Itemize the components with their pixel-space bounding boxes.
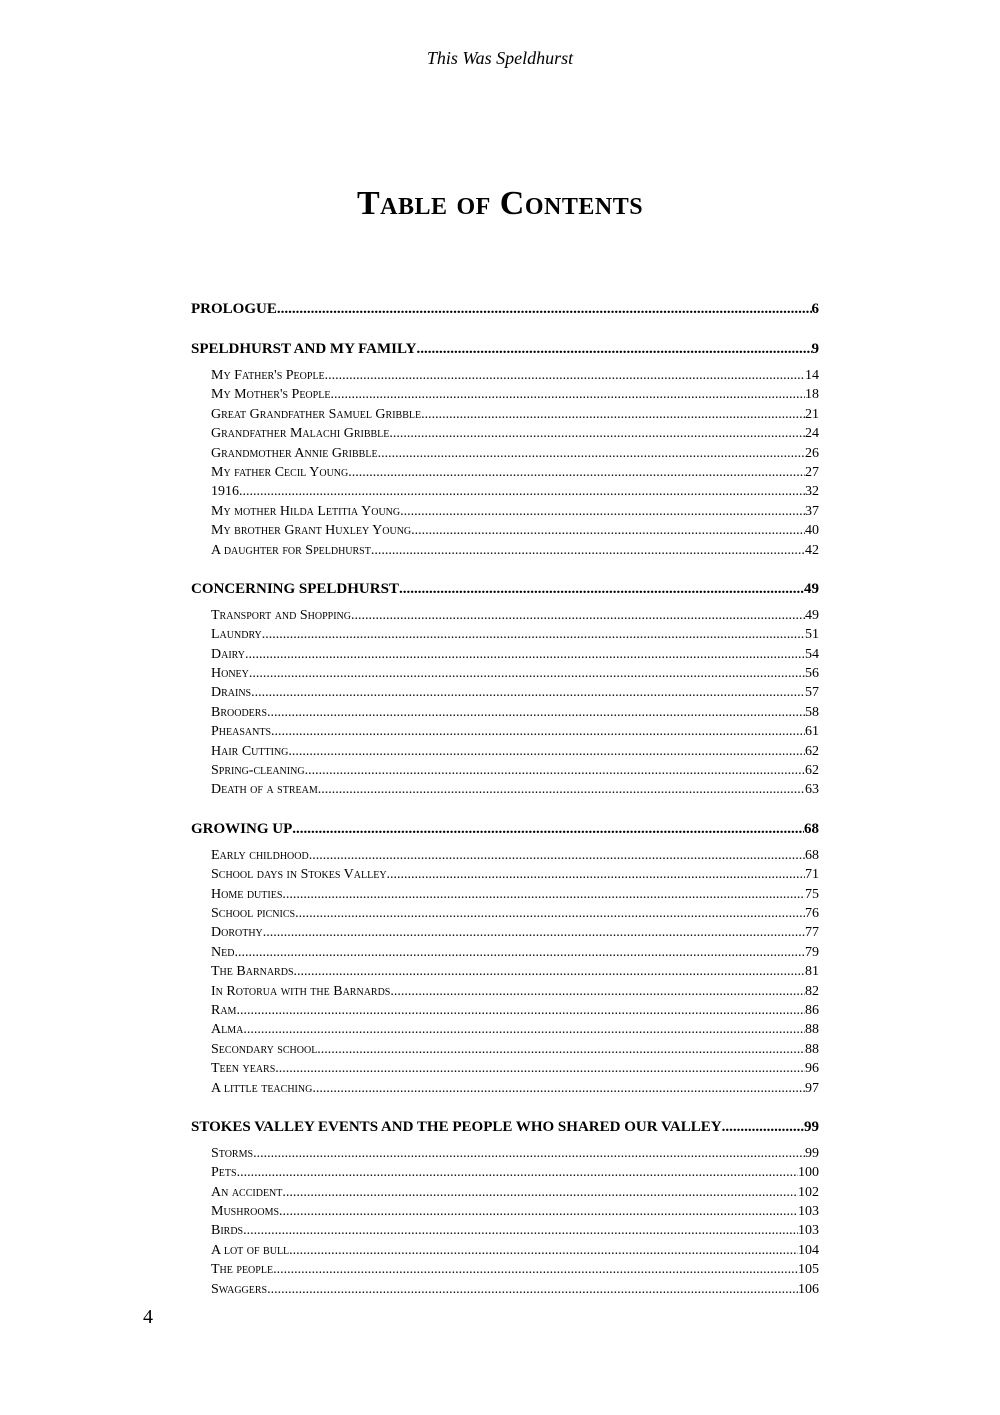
- dot-leader: [348, 463, 805, 482]
- toc-subsection-entry[interactable]: [191, 385, 819, 404]
- subsection-page-number: 49: [805, 607, 819, 623]
- toc-subsection-entry[interactable]: [191, 1079, 819, 1098]
- toc-subsection-entry[interactable]: [191, 943, 819, 962]
- subsection-title: My mother Hilda Letitia Young: [211, 503, 401, 519]
- subsection-title: Dorothy: [211, 925, 263, 941]
- toc-subsection-entry[interactable]: [191, 1020, 819, 1039]
- subsection-page-number: 26: [805, 445, 819, 461]
- subsection-page-number: 71: [805, 867, 819, 883]
- dot-leader: [389, 424, 805, 443]
- subsection-page-number: 77: [805, 925, 819, 941]
- toc-subsection-entry[interactable]: [191, 521, 819, 540]
- subsection-page-number: 79: [805, 944, 819, 960]
- subsection-title: Ned: [211, 944, 235, 960]
- subsection-page-number: 57: [805, 685, 819, 701]
- toc-subsection-entry[interactable]: [191, 1260, 819, 1279]
- toc-subsection-entry[interactable]: [191, 664, 819, 683]
- chapter-page-number: 6: [811, 301, 819, 317]
- subsection-title: My father Cecil Young: [211, 464, 349, 480]
- dot-leader: [277, 298, 812, 320]
- subsection-title: My Father's People: [211, 368, 325, 383]
- subsection-title: 1916: [211, 484, 239, 500]
- subsection-page-number: 58: [805, 704, 819, 720]
- subsection-page-number: 104: [798, 1242, 819, 1258]
- toc-section: [191, 578, 819, 800]
- toc-subsection-entry[interactable]: [191, 405, 819, 424]
- subsection-title: Spring-cleaning: [211, 763, 305, 779]
- toc-subsection-entry[interactable]: [191, 606, 819, 625]
- toc-subsection-entry[interactable]: [191, 541, 819, 560]
- dot-leader: [295, 904, 805, 923]
- toc-chapter-entry[interactable]: [191, 1116, 819, 1138]
- toc-section: [191, 818, 819, 1098]
- subsection-title: Alma: [211, 1022, 244, 1038]
- dot-leader: [421, 405, 805, 424]
- dot-leader: [294, 962, 805, 981]
- dot-leader: [292, 818, 804, 840]
- subsection-title: Birds: [211, 1223, 244, 1239]
- chapter-title: PROLOGUE: [191, 301, 277, 317]
- dot-leader: [262, 625, 805, 644]
- chapter-page-number: 99: [804, 1118, 819, 1135]
- dot-leader: [234, 943, 805, 962]
- subsection-title: Honey: [211, 666, 249, 682]
- subsection-page-number: 51: [805, 627, 819, 643]
- toc-subsection-entry[interactable]: [191, 645, 819, 664]
- toc-subsection-entry[interactable]: [191, 742, 819, 761]
- subsection-title: A daughter for Speldhurst: [211, 542, 371, 558]
- subsection-page-number: 27: [805, 464, 819, 480]
- subsection-page-number: 37: [805, 503, 819, 519]
- toc-subsection-entry[interactable]: [191, 683, 819, 702]
- dot-leader: [317, 1040, 805, 1059]
- dot-leader: [253, 1144, 805, 1163]
- dot-leader: [245, 645, 805, 664]
- dot-leader: [243, 1020, 805, 1039]
- toc-subsection-entry[interactable]: [191, 703, 819, 722]
- subsection-page-number: 86: [805, 1002, 819, 1018]
- subsection-page-number: 96: [805, 1061, 819, 1077]
- dot-leader: [722, 1116, 804, 1138]
- table-of-contents: [191, 298, 819, 1299]
- dot-leader: [411, 521, 805, 540]
- dot-leader: [271, 722, 805, 741]
- dot-leader: [263, 923, 805, 942]
- subsection-page-number: 40: [805, 523, 819, 539]
- toc-subsection-entry[interactable]: [191, 1001, 819, 1020]
- chapter-page-number: 9: [811, 341, 819, 357]
- dot-leader: [251, 683, 805, 702]
- subsection-title: Great Grandfather Samuel Gribble: [211, 406, 422, 422]
- dot-leader: [267, 703, 805, 722]
- subsection-page-number: 32: [805, 484, 819, 500]
- toc-subsection-entry[interactable]: [191, 761, 819, 780]
- chapter-page-number: 68: [804, 820, 819, 837]
- dot-leader: [371, 541, 805, 560]
- dot-leader: [416, 338, 811, 360]
- toc-subsection-entry[interactable]: [191, 1144, 819, 1163]
- toc-subsection-entry[interactable]: [191, 424, 819, 443]
- dot-leader: [305, 761, 805, 780]
- dot-leader: [279, 1202, 798, 1221]
- subsection-page-number: 99: [805, 1145, 819, 1161]
- subsection-title: Pets: [211, 1165, 237, 1181]
- subsection-title: Brooders: [211, 704, 268, 720]
- subsection-title: Storms: [211, 1145, 254, 1161]
- subsection-title: Home duties: [211, 886, 283, 902]
- toc-subsection-entry[interactable]: [191, 502, 819, 521]
- subsection-page-number: 56: [805, 666, 819, 682]
- chapter-title: STOKES VALLEY EVENTS AND THE PEOPLE WHO SHARED OUR VALLEY: [191, 1118, 722, 1135]
- subsection-title: Laundry: [211, 627, 262, 643]
- toc-subsection-entry[interactable]: [191, 1221, 819, 1240]
- dot-leader: [282, 1183, 798, 1202]
- subsection-title: Swaggers: [211, 1281, 268, 1297]
- subsection-page-number: 24: [805, 426, 819, 442]
- subsection-title: Mushrooms: [211, 1204, 280, 1220]
- subsection-title: My brother Grant Huxley Young: [211, 523, 412, 539]
- subsection-title: Transport and Shopping: [211, 607, 351, 623]
- subsection-page-number: 88: [805, 1041, 819, 1057]
- subsection-title: Secondary school: [211, 1041, 318, 1057]
- toc-subsection-entry[interactable]: [191, 904, 819, 923]
- subsection-title: Drains: [211, 685, 252, 701]
- chapter-title: CONCERNING SPELDHURST: [191, 580, 399, 597]
- toc-subsection-entry[interactable]: [191, 962, 819, 981]
- subsection-page-number: 62: [805, 743, 819, 759]
- dot-leader: [282, 885, 805, 904]
- subsection-page-number: 61: [805, 724, 819, 740]
- subsection-title: Ram: [211, 1002, 237, 1018]
- toc-subsection-entry[interactable]: [191, 982, 819, 1001]
- dot-leader: [239, 482, 805, 501]
- subsection-page-number: 82: [805, 983, 819, 999]
- toc-section: [191, 338, 819, 560]
- toc-chapter-entry[interactable]: [191, 338, 819, 360]
- toc-chapter-entry[interactable]: [191, 298, 819, 320]
- subsection-title: Early childhood: [211, 847, 309, 863]
- toc-subsection-entry[interactable]: [191, 846, 819, 865]
- subsection-page-number: 18: [805, 387, 819, 403]
- subsection-page-number: 103: [798, 1223, 819, 1239]
- toc-subsection-entry[interactable]: [191, 1241, 819, 1260]
- toc-subsection-entry[interactable]: [191, 1059, 819, 1078]
- subsection-title: Dairy: [211, 646, 246, 662]
- subsection-title: Grandfather Malachi Gribble: [211, 426, 390, 442]
- toc-subsection-entry[interactable]: [191, 625, 819, 644]
- subsection-page-number: 106: [798, 1281, 819, 1297]
- subsection-title: Teen years: [211, 1061, 276, 1077]
- toc-subsection-entry[interactable]: [191, 1202, 819, 1221]
- dot-leader: [387, 865, 805, 884]
- toc-subsection-entry[interactable]: [191, 1040, 819, 1059]
- dot-leader: [390, 982, 805, 1001]
- subsection-title: A little teaching: [211, 1080, 313, 1096]
- dot-leader: [318, 780, 805, 799]
- toc-subsection-entry[interactable]: [191, 444, 819, 463]
- dot-leader: [309, 846, 805, 865]
- dot-leader: [400, 502, 805, 521]
- chapter-title: SPELDHURST AND MY FAMILY: [191, 341, 417, 357]
- subsection-page-number: 81: [805, 964, 819, 980]
- toc-subsection-entry[interactable]: [191, 865, 819, 884]
- toc-subsection-entry[interactable]: [191, 885, 819, 904]
- subsection-title: A lot of bull: [211, 1242, 290, 1258]
- subsection-page-number: 88: [805, 1022, 819, 1038]
- toc-chapter-entry[interactable]: [191, 578, 819, 600]
- toc-chapter-entry[interactable]: [191, 818, 819, 840]
- subsection-page-number: 63: [805, 782, 819, 798]
- toc-subsection-entry[interactable]: [191, 463, 819, 482]
- subsection-page-number: 68: [805, 847, 819, 863]
- subsection-title: Grandmother Annie Gribble: [211, 445, 378, 461]
- subsection-page-number: 76: [805, 905, 819, 921]
- dot-leader: [351, 606, 805, 625]
- toc-subsection-entry[interactable]: [191, 780, 819, 799]
- page-number: 4: [143, 1306, 153, 1328]
- subsection-page-number: 97: [805, 1080, 819, 1096]
- dot-leader: [312, 1079, 805, 1098]
- toc-subsection-entry[interactable]: [191, 366, 819, 385]
- dot-leader: [273, 1260, 798, 1279]
- subsection-title: In Rotorua with the Barnards: [211, 983, 391, 999]
- subsection-page-number: 75: [805, 886, 819, 902]
- dot-leader: [237, 1163, 798, 1182]
- subsection-title: The Barnards: [211, 964, 294, 980]
- running-header: This Was Speldhurst: [426, 48, 574, 68]
- subsection-page-number: 21: [805, 406, 819, 422]
- toc-subsection-entry[interactable]: [191, 722, 819, 741]
- dot-leader: [325, 366, 805, 385]
- dot-leader: [289, 1241, 798, 1260]
- toc-section: [191, 298, 819, 320]
- subsection-page-number: 103: [798, 1204, 819, 1220]
- dot-leader: [399, 578, 804, 600]
- subsection-title: My Mother's People: [211, 387, 331, 403]
- toc-subsection-entry[interactable]: [191, 482, 819, 501]
- toc-section: [191, 1116, 819, 1299]
- page-title: Table of Contents: [356, 185, 644, 222]
- subsection-page-number: 102: [798, 1184, 819, 1200]
- subsection-page-number: 14: [805, 368, 819, 383]
- dot-leader: [267, 1280, 798, 1299]
- dot-leader: [275, 1059, 805, 1078]
- subsection-title: School days in Stokes Valley: [211, 867, 387, 883]
- subsection-page-number: 42: [805, 542, 819, 558]
- subsection-page-number: 105: [798, 1262, 819, 1278]
- dot-leader: [236, 1001, 805, 1020]
- subsection-title: The people: [211, 1262, 274, 1278]
- toc-subsection-entry[interactable]: [191, 1280, 819, 1299]
- subsection-page-number: 62: [805, 763, 819, 779]
- toc-subsection-entry[interactable]: [191, 1163, 819, 1182]
- toc-subsection-entry[interactable]: [191, 923, 819, 942]
- subsection-page-number: 100: [798, 1165, 819, 1181]
- dot-leader: [288, 742, 805, 761]
- chapter-page-number: 49: [804, 580, 819, 597]
- subsection-title: Death of a stream: [211, 782, 318, 798]
- dot-leader: [249, 664, 805, 683]
- subsection-title: Hair Cutting: [211, 743, 289, 759]
- subsection-title: School picnics: [211, 905, 296, 921]
- dot-leader: [330, 385, 805, 404]
- subsection-title: An accident: [211, 1184, 283, 1200]
- dot-leader: [378, 444, 805, 463]
- chapter-title: GROWING UP: [191, 820, 293, 837]
- toc-subsection-entry[interactable]: [191, 1183, 819, 1202]
- subsection-title: Pheasants: [211, 724, 272, 740]
- dot-leader: [243, 1221, 798, 1240]
- subsection-page-number: 54: [805, 646, 819, 662]
